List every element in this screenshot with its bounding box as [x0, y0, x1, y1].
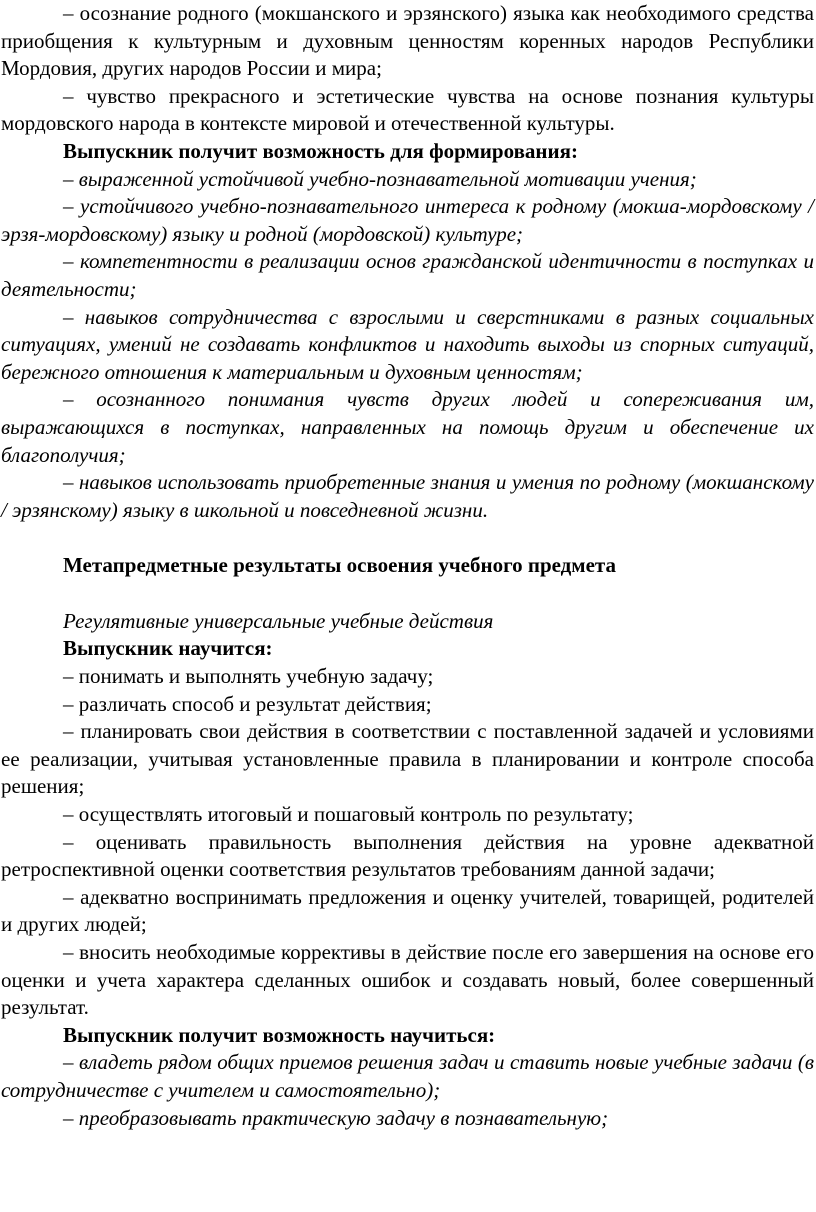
- opportunity-heading: Выпускник получит возможность для формирования:: [63, 138, 578, 163]
- will-learn-item: – понимать и выполнять учебную задачу;: [63, 664, 434, 689]
- learn-opportunity-item: – преобразовывать практическую задачу в познавательную;: [63, 1105, 609, 1130]
- will-learn-item: – вносить необходимые коррективы в действие после его завершения на основе его оценки и учета характера сделанных ошибок и создавать новый, более совершенный результат.: [1, 940, 814, 1020]
- will-learn-item: – осуществлять итоговый и пошаговый контроль по результату;: [63, 802, 634, 827]
- section-spacer: [1, 524, 814, 552]
- will-learn-item: – планировать свои действия в соответствии с поставленной задачей и условиями ее реализации, учитывая установленные правила в планировании и контроле способа решения;: [1, 719, 814, 799]
- opportunity-item: – компетентности в реализации основ гражданской идентичности в поступках и деятельности;: [1, 249, 814, 301]
- opportunity-item: – выраженной устойчивой учебно-познавательной мотивации учения;: [63, 166, 697, 191]
- will-learn-item: – адекватно воспринимать предложения и оценку учителей, товарищей, родителей и других людей;: [1, 884, 814, 937]
- opportunity-item: – навыков использовать приобретенные знания и умения по родному (мокшанскому / эрзянскому) языку в школьной и повседневной жизни.: [1, 470, 814, 522]
- meta-section-heading: Метапредметные результаты освоения учебного предмета: [63, 553, 616, 578]
- opportunity-item: – навыков сотрудничества с взрослыми и сверстниками в разных социальных ситуациях, умений не создавать конфликтов и находить выходы из спорных ситуаций, бережного отношения к материальным и духовным ценностям;: [1, 304, 814, 384]
- personal-result-item: – осознание родного (мокшанского и эрзянского) языка как необходимого средства приобщения к культурным и духовным ценностям коренных народов Республики Мордовия, других народов России и мира;: [1, 1, 814, 81]
- opportunity-item: – осознанного понимания чувств других людей и сопереживания им, выражающихся в поступках, направленных на помощь другим и обеспечение их благополучия;: [1, 387, 814, 467]
- personal-result-item: – чувство прекрасного и эстетические чувства на основе познания культуры мордовского народа в контексте мировой и отечественной культуры.: [1, 83, 814, 136]
- learn-opportunity-heading: Выпускник получит возможность научиться:: [63, 1022, 496, 1047]
- opportunity-item: – устойчивого учебно-познавательного интереса к родному (мокша-мордовскому / эрзя-мордовскому) языку и родной (мордовской) культуре;: [1, 194, 814, 246]
- learn-opportunity-item: – владеть рядом общих приемов решения задач и ставить новые учебные задачи (в сотрудничестве с учителем и самостоятельно);: [1, 1050, 814, 1102]
- will-learn-heading: Выпускник научится:: [63, 636, 273, 661]
- section-spacer: [1, 580, 814, 608]
- will-learn-item: – оценивать правильность выполнения действия на уровне адекватной ретроспективной оценки соответствия результатов требованиям данной задачи;: [1, 829, 814, 882]
- will-learn-item: – различать способ и результат действия;: [63, 691, 432, 716]
- regulatory-subheading: Регулятивные универсальные учебные действия: [63, 608, 494, 633]
